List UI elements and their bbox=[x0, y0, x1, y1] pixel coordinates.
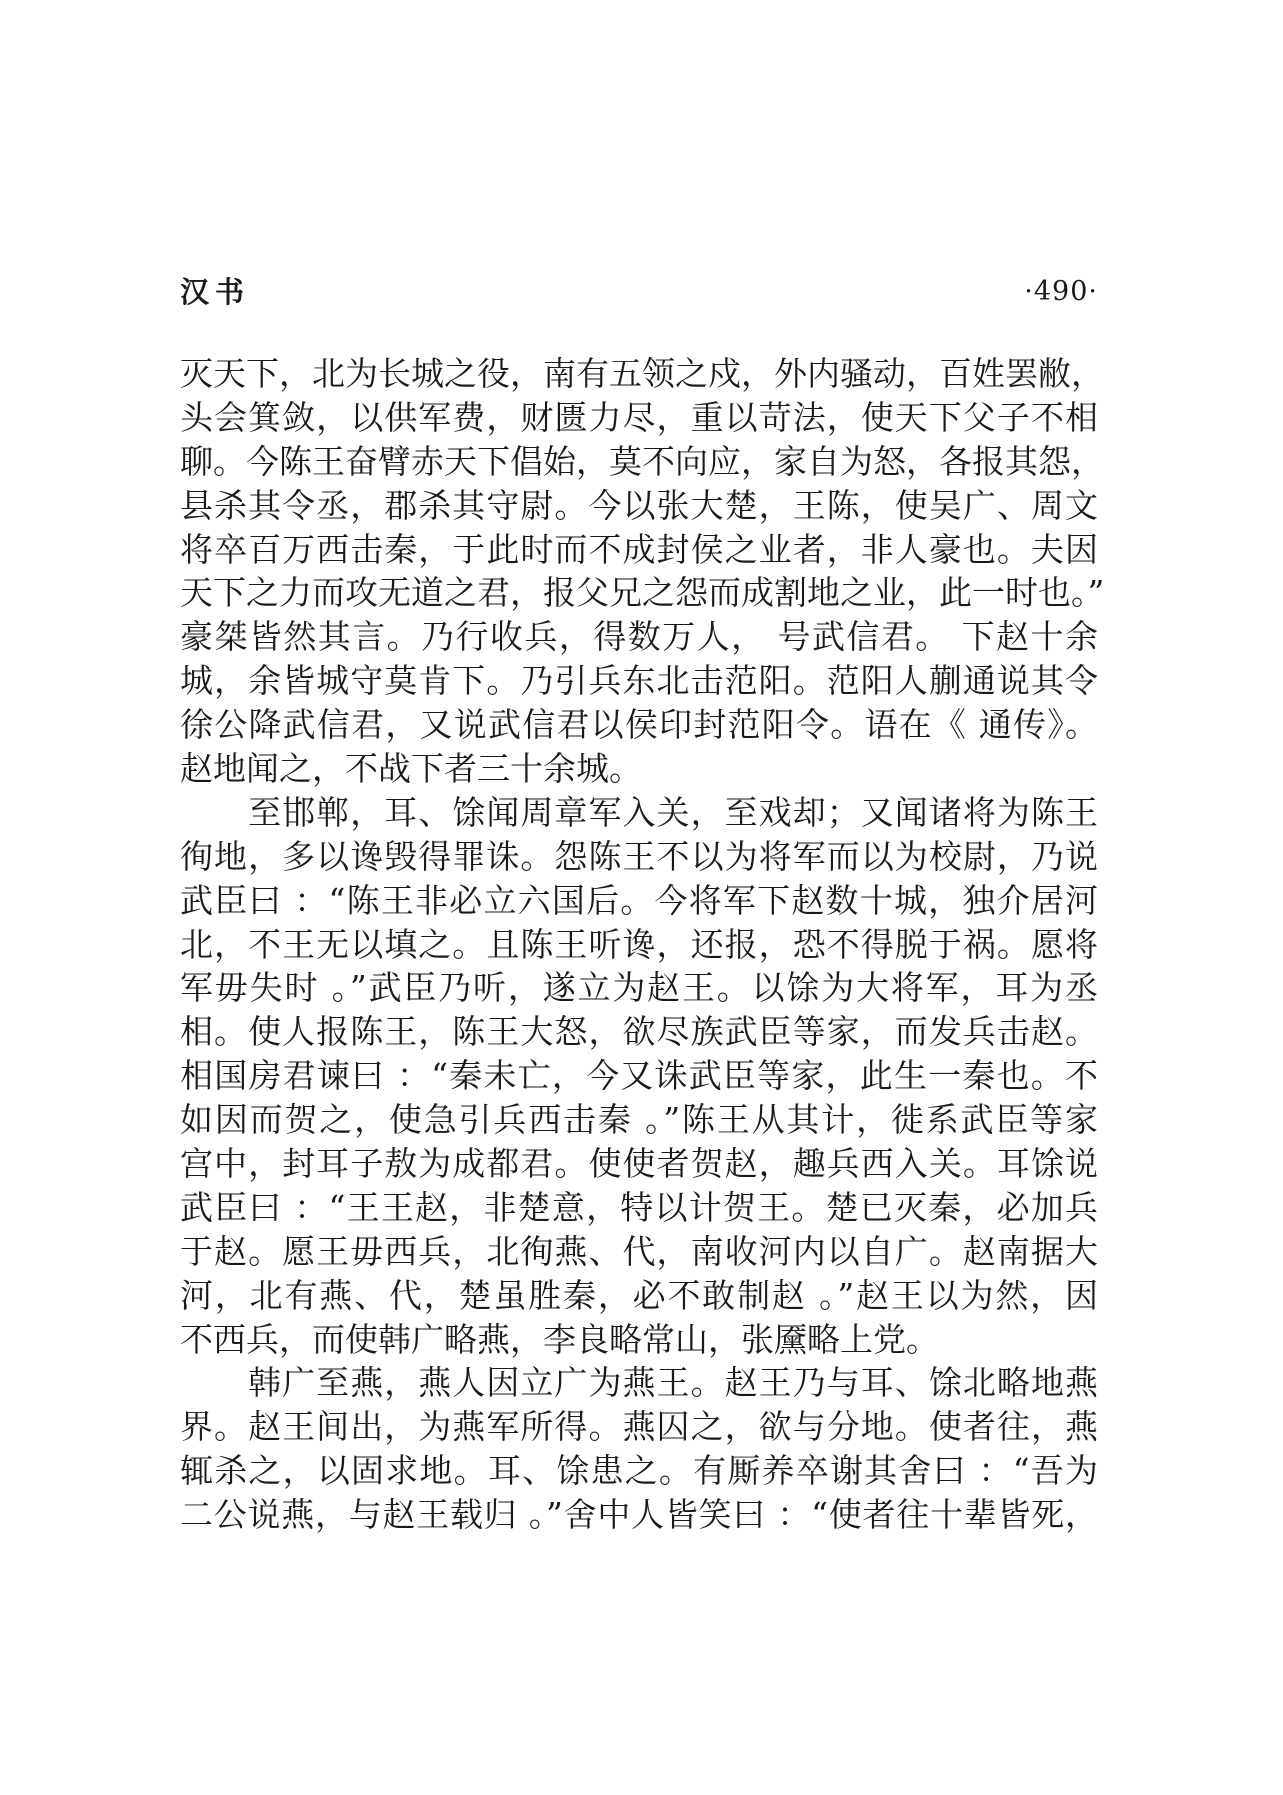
page-number: ·490· bbox=[1024, 276, 1098, 307]
text-line: 不西兵，而使韩广略燕，李良略常山，张黡略上党。 bbox=[180, 1319, 939, 1359]
text-line: 赵地闻之，不战下者三十余城。 bbox=[180, 749, 642, 789]
text-line: 将卒百万西击秦，于此时而不成封侯之业者，非人豪也。夫因 bbox=[180, 529, 1098, 569]
text-line: 武臣曰 ：“陈王非必立六国后。今将军下赵数十城，独介居河 bbox=[180, 880, 1098, 920]
text-line: 徐公降武信君，又说武信君以侯印封范阳令。语在《 通传》。 bbox=[180, 705, 1098, 745]
body-text bbox=[180, 352, 1105, 1537]
text-line: 徇地，多以谗毁得罪诛。怨陈王不以为将军而以为校尉，乃说 bbox=[180, 836, 1098, 876]
text-line: 相。使人报陈王，陈王大怒，欲尽族武臣等家，而发兵击赵。 bbox=[180, 1012, 1098, 1052]
text-line: 辄杀之，以固求地。耳、馀患之。有厮养卒谢其舍曰 ：“吾为 bbox=[180, 1451, 1098, 1491]
text-line: 界。赵王间出，为燕军所得。燕囚之，欲与分地。使者往，燕 bbox=[180, 1407, 1098, 1447]
text-line: 头会箕敛，以供军费，财匮力尽，重以苛法，使天下父子不相 bbox=[180, 397, 1098, 437]
text-line: 北，不王无以填之。且陈王听谗，还报，恐不得脱于祸。愿将 bbox=[180, 924, 1098, 964]
text-line: 县杀其令丞，郡杀其守尉。今以张大楚，王陈，使吴广、周文 bbox=[180, 485, 1098, 525]
text-line: 相国房君谏曰 ：“秦未亡，今又诛武臣等家，此生一秦也。不 bbox=[180, 1056, 1098, 1096]
running-head bbox=[180, 272, 1098, 312]
text-line: 天下之力而攻无道之君，报父兄之怨而成割地之业，此一时也。” bbox=[180, 573, 1105, 613]
book-title: 汉书 bbox=[180, 275, 251, 309]
text-line: 于赵。愿王毋西兵，北徇燕、代，南收河内以自广。赵南据大 bbox=[180, 1231, 1098, 1271]
text-line: 韩广至燕，燕人因立广为燕王。赵王乃与耳、馀北略地燕 bbox=[180, 1363, 1098, 1403]
text-line: 至邯郸，耳、馀闻周章军入关，至戏却；又闻诸将为陈王 bbox=[180, 792, 1098, 832]
text-line: 武臣曰 ：“王王赵，非楚意，特以计贺王。楚已灭秦，必加兵 bbox=[180, 1187, 1098, 1227]
text-line: 河，北有燕、代，楚虽胜秦，必不敢制赵 。”赵王以为然，因 bbox=[180, 1275, 1098, 1315]
text-line: 城，余皆城守莫肯下。乃引兵东北击范阳。范阳人蒯通说其令 bbox=[180, 661, 1098, 701]
text-line: 豪桀皆然其言。乃行收兵，得数万人， 号武信君。 下赵十余 bbox=[180, 617, 1098, 657]
text-line: 如因而贺之，使急引兵西击秦 。”陈王从其计，徙系武臣等家 bbox=[180, 1100, 1098, 1140]
text-line: 灭天下，北为长城之役，南有五领之戍，外内骚动，百姓罢敝， bbox=[180, 354, 1104, 393]
text-line: 宫中，封耳子敖为成都君。使使者贺赵，趣兵西入关。耳馀说 bbox=[180, 1144, 1098, 1184]
text-line: 军毋失时 。”武臣乃听，遂立为赵王。以馀为大将军，耳为丞 bbox=[180, 968, 1098, 1008]
text-line: 二公说燕，与赵王载归 。”舍中人皆笑曰 ：“使者往十辈皆死， bbox=[180, 1495, 1098, 1535]
text-line: 聊。今陈王奋臂赤天下倡始，莫不向应，家自为怒，各报其怨， bbox=[180, 441, 1104, 481]
